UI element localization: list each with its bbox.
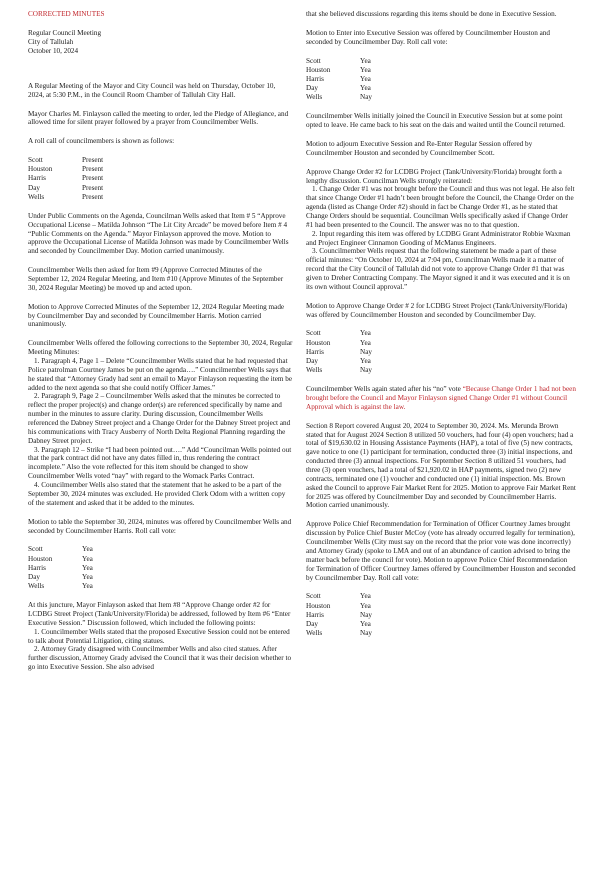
table-row: Harris Nay	[306, 610, 372, 619]
call-to-order-paragraph: Mayor Charles M. Finlayson called the meeting to order, led the Pledge of Allegiance, and allowed time for silent prayer followed by a prayer from Councilmember Wells.	[28, 109, 289, 127]
table-row: Day Present	[28, 183, 104, 192]
correction-item: 2. Paragraph 9, Page 2 – Councilmember Wells asked that the minutes be corrected to reflect the proper project(s) and change order(s) are referenced specifically by name and number in the minutes to assure clarity. During discussion, Councilmember Wells referenced the Dabney Street project and a Change Order for the Dabney Street project and his communications with Tracy Ausberry of North Delta Regional Planning regarding the Dabney Street project.	[28, 392, 291, 445]
change-order-point: 1. Change Order #1 was not brought before the Council and thus was not legal. He also felt that since Change Order #1 hadn’t been brought before the Council, the Change Order on the agenda (listed as Change Order #2) should in fact be Change Order #1, as he stated that Change Orders should be sequential. Councilman Wells specifically asked if Change Order #1 had been presented to the Council. The answer was no to that question.	[306, 185, 575, 229]
police-chief-paragraph: Approve Police Chief Recommendation for Termination of Officer Courtney James brought discussion by Police Chief Buster McCoy (vote has already occurred legally for termination), Councilmember Wells (City must say on the record that the prior vote was done incorrectly) and Attorney Grady (spoke to LMA and out of an abundance of caution advised to bring the matter back before the council for vote). Motion to approve Police Chief Recommendation for Termination of Officer Courtney James offered by Councilmember Houston and seconded by Councilmember Day. Roll call vote:	[306, 520, 576, 582]
vote-table-minutes	[28, 545, 93, 591]
roll-call-intro: A roll call of councilmembers is shown as follows:	[28, 137, 175, 146]
vote-table-police	[306, 592, 372, 638]
table-row: Wells Nay	[306, 628, 372, 637]
left-column	[28, 10, 293, 682]
wells-again-text: Councilmember Wells again stated after his “no” vote	[306, 385, 463, 394]
motion-exec-paragraph: Motion to Enter into Executive Session was offered by Councilmember Houston and seconded by Councilmember Day. Roll call vote:	[306, 28, 550, 46]
table-row: Wells Nay	[306, 366, 372, 375]
juncture-paragraph: At this juncture, Mayor Finlayson asked that Item #8 “Approve Change order #2 for LCDBG Street Project (Tank/University/Florida) be addressed, followed by Item #6 “Enter Executive Session.” Discussion followed, which included the following points:	[28, 601, 291, 627]
correction-item: 1. Paragraph 4, Page 1 – Delete “Councilmember Wells stated that he had requested that Police patrolman Courtney James be put on the agenda….” Councilmember Wells says that he stated that “Attorney Grady had sent an email to Mayor Finlayson requesting the item be added to the next agenda so that she could notify Officer James.”	[28, 357, 293, 392]
table-row: Scott Yea	[306, 329, 371, 338]
wells-joined-paragraph: Councilmember Wells initially joined the Council in Executive Session but at some point opted to leave. He came back to his seat on the dais and waited until the Council returned.	[306, 112, 565, 130]
table-row: Scott Yea	[28, 545, 93, 554]
vote-table-exec	[306, 57, 372, 103]
continuation-paragraph: that she believed discussions regarding this items should be done in Executive Session.	[306, 10, 557, 18]
vote-table-change2	[306, 329, 372, 375]
table-row: Wells Yea	[28, 581, 93, 590]
table-row: Houston Yea	[306, 65, 371, 74]
table-row: Harris Nay	[306, 347, 372, 356]
item-move-paragraph: Councilmember Wells then asked for Item #9 (Approve Corrected Minutes of the September 12, 2024 Regular Meeting, and Item #10 (Approve Minutes of the September 30, 2024 Regular Meeting) be moved up and acted upon.	[28, 266, 284, 292]
table-row: Harris Yea	[28, 563, 93, 572]
section8-paragraph: Section 8 Report covered August 20, 2024 to September 30, 2024. Ms. Merunda Brown stated that for August 2024 Section 8 utilized 50 vouchers, had four (4) open vouchers; had a total of $19,630.02 in Housing Assistance Payments (HAP), a total of five (5) new contracts, gave notice to one (1) participant for termination, conducted three (3) initial inspections, and conducted three (3) annual inspections. For September Section 8 utilized 51 vouchers, had three (3) open vouchers, had a total of $21,920.02 in HAP payments, signed two (2) new contracts, terminated one (1) voucher and conducted one (1) initial inspection. Ms. Brown asked the Council to approve Fair Market Rent for 2025. Motion to approve Fair Market Rent for 2025 was offered by Councilmember Day and seconded by Councilmember Harris. Motion carried unanimously.	[306, 421, 576, 510]
meeting-header	[28, 29, 293, 56]
table-row: Scott Yea	[306, 56, 371, 65]
table-row: Harris Yea	[306, 74, 371, 83]
table-row: Houston Yea	[306, 601, 371, 610]
table-row: Wells Present	[28, 192, 104, 201]
motion-table-paragraph: Motion to table the September 30, 2024, minutes was offered by Councilmember Wells and seconded by Councilmember Harris. Roll call vote:	[28, 517, 292, 535]
wells-again-statement: “Because Change Order 1 had not been brought before the Council and Mayor Finlayson signed Change Order #1 without Council Approval which is against the law.	[306, 385, 576, 411]
motion-sept12-paragraph: Motion to Approve Corrected Minutes of the September 12, 2024 Regular Meeting made by Councilmember Day and seconded by Councilmember Harris. Motion carried unanimously.	[28, 302, 285, 329]
change-order-point: 3. Councilmember Wells request that the following statement be made a part of these official minutes: “On October 10, 2024 at 7:04 pm, Councilman Wells made it a matter of record that the City Council of Tallulah did not vote to approve Change Order #1 that was given to Dreher Contracting Company. The Mayor signed it and it was executed and it is on its own without Council approval.”	[306, 247, 570, 291]
motion-change2-paragraph: Motion to Approve Change Order # 2 for LCDBG Street Project (Tank/University/Florida) was offered by Councilmember Houston and seconded by Councilmember Day.	[306, 301, 568, 319]
document-title: CORRECTED MINUTES	[28, 10, 105, 18]
correction-item: 4. Councilmember Wells also stated that the statement that he asked to be a part of the September 30, 2024 minutes was excluded. He provided Clerk Odom with a written copy of the statement and asked that it be added to the minutes.	[28, 481, 286, 507]
wells-again-paragraph	[306, 385, 576, 412]
table-row: Scott Yea	[306, 592, 371, 601]
table-row: Scott Present	[28, 156, 104, 165]
table-row: Houston Present	[28, 165, 104, 174]
right-column	[306, 10, 576, 648]
motion-adjourn-exec-paragraph: Motion to adjourn Executive Session and Re-Enter Regular Session offered by Councilmember Houston and seconded by Councilmember Scott.	[306, 140, 533, 157]
meeting-type: Regular Council Meeting	[28, 28, 102, 37]
correction-item: 3. Paragraph 12 – Strike “I had been pointed out….” Add “Councilman Wells pointed out that the park contract did not have any dates filled in, thus rendering the contract incomplete.” Also the vote reflected for this item should be changed to show Councilmember Wells voted “nay” with regard to the Womack Parks Contract.	[28, 445, 292, 481]
table-row: Harris Present	[28, 174, 104, 183]
table-row: Houston Yea	[306, 338, 371, 347]
roll-call-table	[28, 156, 103, 202]
discussion-point: 1. Councilmember Wells stated that the proposed Executive Session could not be entered to talk about Potential Litigation, citing statues.	[28, 627, 290, 645]
table-row: Day Yea	[306, 619, 371, 628]
public-comments-paragraph: Under Public Comments on the Agenda, Councilman Wells asked that Item # 5 “Approve Occupational License – Matilda Johnson “The Lit City Arcade” be moved before Item # 4 “Public Comments on the Agenda.” Mayor Finlayson approved the move. Motion to approve the Occupational License of Matilda Johnson was made by Councilmember Wells and seconded by Councilmember Day. Motion carried unanimously.	[28, 211, 289, 256]
table-row: Day Yea	[306, 356, 371, 365]
change-order-intro: Approve Change Order #2 for LCDBG Project (Tank/University/Florida) brought forth a lengthy discussion. Councilman Wells strongly reiterated:	[306, 167, 562, 185]
table-row: Day Yea	[306, 84, 371, 92]
city-name: City of Tallulah	[28, 37, 74, 46]
meeting-date: October 10, 2024	[28, 46, 79, 55]
table-row: Wells Nay	[306, 93, 372, 102]
change-order-point: 2. Input regarding this item was offered by LCDBG Grant Administrator Robbie Waxman and Project Engineer Cinnamon Gooding of McManus Engineers.	[306, 229, 571, 247]
table-row: Day Yea	[28, 572, 93, 581]
table-row: Houston Yea	[28, 554, 93, 563]
discussion-point: 2. Attorney Grady disagreed with Councilmember Wells and also cited statues. After further discussion, Attorney Grady advised the Council that it was their decision whether to go into Executive Session. She also advised	[28, 645, 292, 672]
intro-paragraph: A Regular Meeting of the Mayor and City Council was held on Thursday, October 10, 2024, at 5:30 P.M., in the Council Room Chamber of Tallulah City Hall.	[28, 81, 276, 99]
corrections-intro: Councilmember Wells offered the following corrections to the September 30, 2024, Regular Meeting Minutes:	[28, 339, 293, 357]
